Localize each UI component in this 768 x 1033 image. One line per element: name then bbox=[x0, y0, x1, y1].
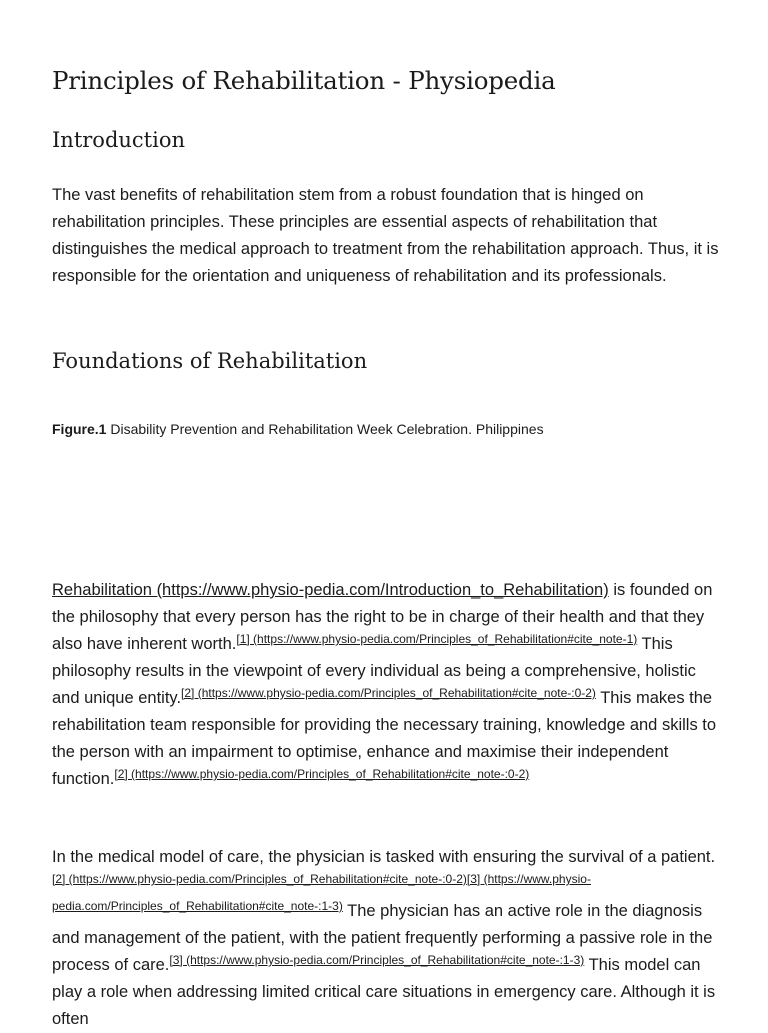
paragraph-text: is founded on the philosophy that every person has the right to be in charge of their health and that they also have inherent worth. bbox=[52, 581, 713, 653]
citation-link-1[interactable]: [1] (https://www.physio-pedia.com/Principles_of_Rehabilitation#cite_note-1) bbox=[236, 632, 638, 646]
citation-link-4[interactable]: [2] (https://www.physio-pedia.com/Principles_of_Rehabilitation#cite_note-:0-2) bbox=[52, 872, 467, 886]
figure-label: Figure.1 bbox=[52, 421, 107, 437]
figure-caption bbox=[52, 421, 544, 437]
citation-link-6[interactable]: [3] (https://www.physio-pedia.com/Principles_of_Rehabilitation#cite_note-:1-3) bbox=[169, 953, 585, 967]
rehabilitation-paragraph bbox=[52, 577, 724, 793]
introduction-heading: Introduction bbox=[52, 128, 185, 152]
citation-superscript bbox=[114, 769, 529, 781]
paragraph-text: This philosophy results in the viewpoint of every individual as being a comprehensive, holistic and unique entity. bbox=[52, 635, 696, 707]
paragraph-text: This makes the rehabilitation team responsible for providing the necessary training, knowledge and skills to the person with an impairment to optimise, enhance and maximise their independent function. bbox=[52, 689, 717, 788]
paragraph-text: The physician has an active role in the diagnosis and management of the patient, with the patient frequently performing a passive role in the process of care. bbox=[52, 902, 713, 974]
introduction-paragraph: The vast benefits of rehabilitation stem from a robust foundation that is hinged on rehabilitation principles. These principles are essential aspects of rehabilitation that distinguishes the medical approach to treatment from the rehabilitation approach. Thus, it is responsible for the orientation and uniqueness of rehabilitation and its professionals. bbox=[52, 186, 719, 285]
rehabilitation-link[interactable]: Rehabilitation (https://www.physio-pedia.com/Introduction_to_Rehabilitation) bbox=[52, 581, 609, 599]
page-title: Principles of Rehabilitation - Physiopedia bbox=[52, 66, 556, 95]
citation-link-3[interactable]: [2] (https://www.physio-pedia.com/Principles_of_Rehabilitation#cite_note-:0-2) bbox=[114, 767, 530, 781]
citation-superscript bbox=[236, 634, 637, 646]
medical-model-paragraph bbox=[52, 844, 724, 1033]
figure-caption-text: Disability Prevention and Rehabilitation Week Celebration. Philippines bbox=[106, 421, 544, 437]
foundations-heading: Foundations of Rehabilitation bbox=[52, 349, 368, 373]
paragraph-text: In the medical model of care, the physician is tasked with ensuring the survival of a patient. bbox=[52, 848, 716, 866]
citation-link-2[interactable]: [2] (https://www.physio-pedia.com/Principles_of_Rehabilitation#cite_note-:0-2) bbox=[181, 686, 596, 700]
citation-superscript bbox=[169, 955, 584, 967]
paragraph-text: This model can play a role when addressing limited critical care situations in emergency care. Although it is often bbox=[52, 956, 716, 1028]
citation-link-5[interactable]: [3] (https://www.physio-pedia.com/Principles_of_Rehabilitation#cite_note-:1-3) bbox=[52, 872, 591, 913]
citation-superscript bbox=[181, 688, 596, 700]
